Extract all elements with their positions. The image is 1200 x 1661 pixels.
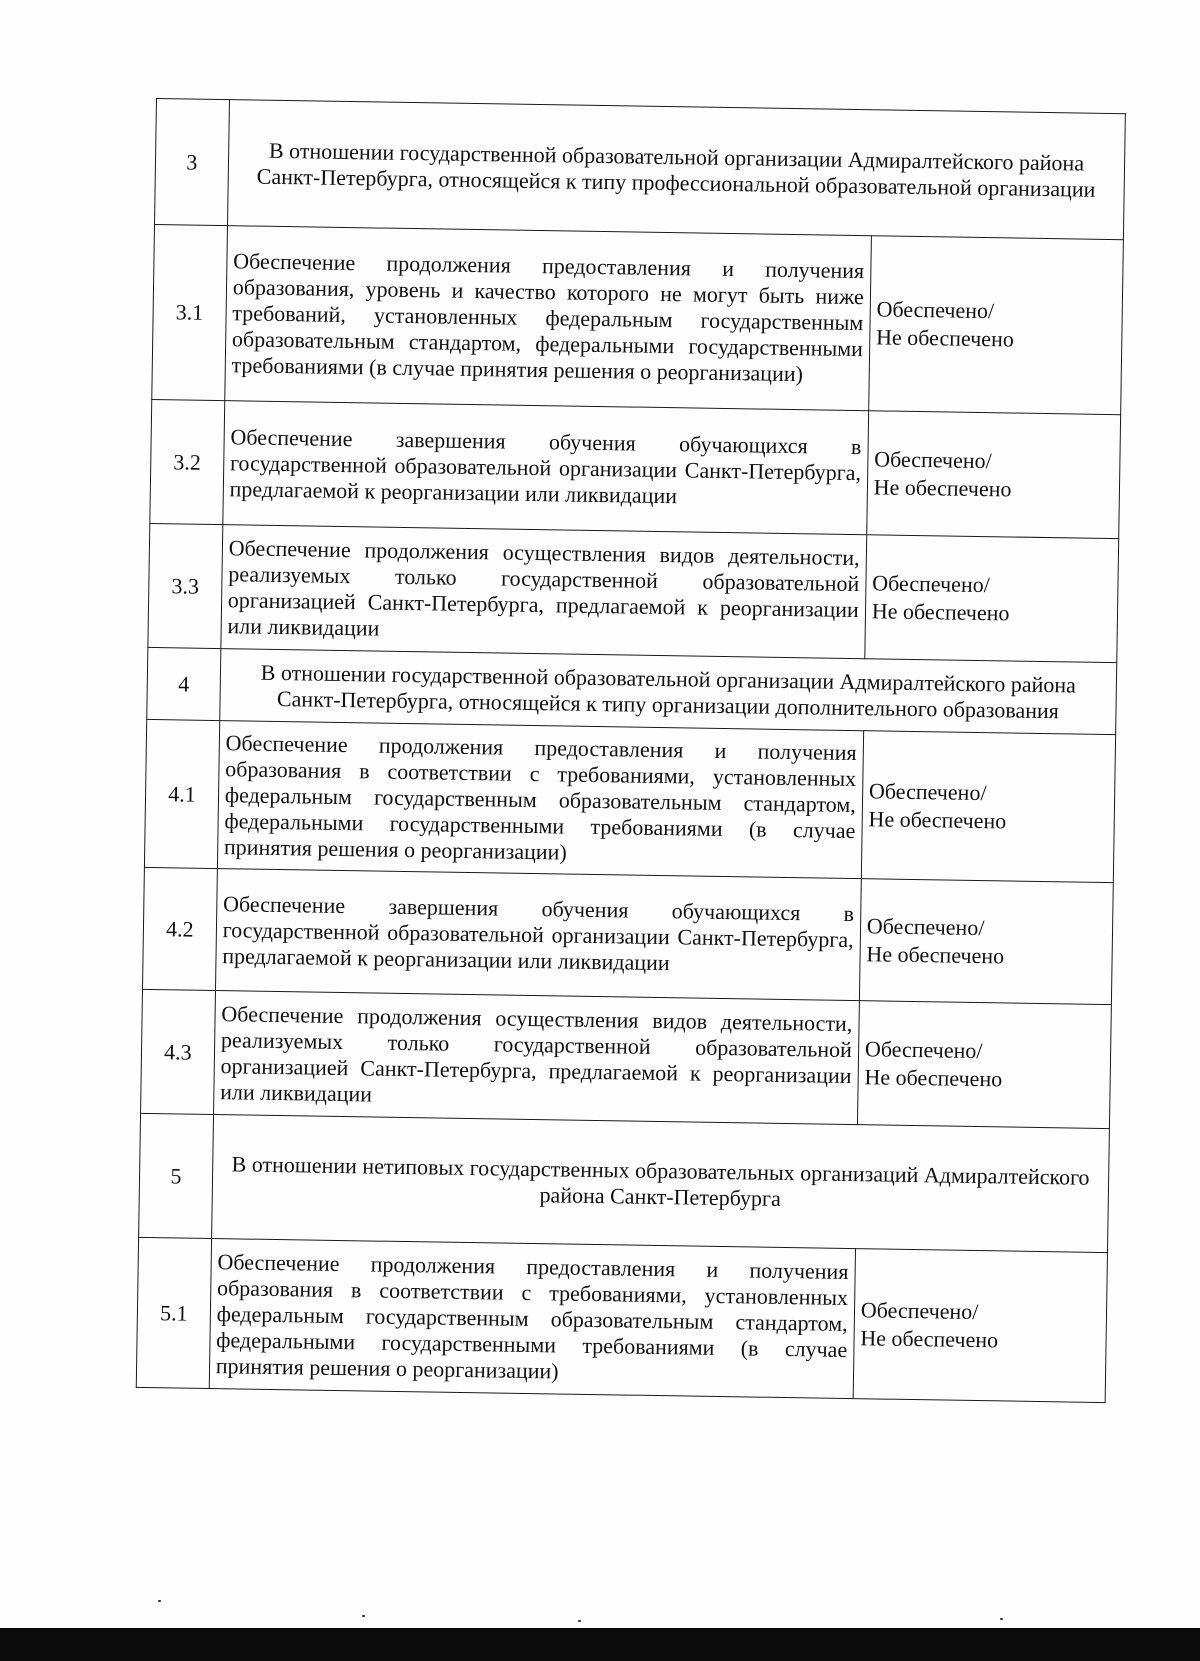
row-number: 3.3 — [148, 523, 223, 648]
status-option-not-provided: Не обеспечено — [875, 324, 1015, 352]
status-option-not-provided: Не обеспечено — [873, 473, 1012, 501]
criteria-table — [136, 98, 1126, 1403]
status-option-provided: Обеспечено/ — [864, 1035, 983, 1063]
row-number: 3.1 — [152, 224, 228, 400]
table-row — [152, 224, 1124, 414]
scan-speck — [578, 1620, 581, 1622]
table-row — [139, 1113, 1110, 1252]
row-status — [867, 411, 1121, 539]
status-option-not-provided: Не обеспечено — [868, 805, 1007, 833]
status-option-not-provided: Не обеспечено — [866, 940, 1005, 968]
row-description: Обеспечение продолжения предоставления и получения образования в соответствии с требованиями, установленных федеральным государственным образовательным стандартом, федеральными государственными требованиями (в случае принятия решения о реорганизации) — [209, 1239, 855, 1399]
status-option-provided: Обеспечено/ — [868, 777, 987, 805]
row-number: 3 — [155, 99, 230, 226]
table-row — [136, 1237, 1107, 1402]
status-option-provided: Обеспечено/ — [874, 445, 992, 473]
row-description: Обеспечение продолжения предоставления и получения образования, уровень и качество которого не могут быть ниже требований, установленных федеральным государственным образовательным стандартом, федеральными государственными требованиями (в случае принятия решения о реорганизации) — [225, 226, 872, 411]
status-option-not-provided: Не обеспечено — [860, 1324, 999, 1352]
table-row — [155, 99, 1126, 240]
scan-speck — [362, 1615, 365, 1617]
row-description: Обеспечение продолжения осуществления видов деятельности, реализуемых только государственной образовательной организацией Санкт-Петербурга, предлагаемой к реорганизации или ликвидации — [221, 525, 867, 659]
row-status — [853, 1249, 1108, 1403]
status-option-provided: Обеспечено/ — [860, 1296, 979, 1324]
row-status — [868, 236, 1123, 415]
row-status — [859, 879, 1113, 1005]
table-row — [144, 719, 1115, 882]
scan-speck — [1000, 1618, 1003, 1620]
status-option-not-provided: Не обеспечено — [864, 1063, 1003, 1091]
row-status — [865, 535, 1119, 663]
row-number: 3.2 — [150, 399, 225, 524]
row-status — [857, 1001, 1111, 1129]
section-heading: В отношении нетиповых государственных образовательных организаций Адмиралтейского района Санкт-Петербурга — [211, 1115, 1109, 1253]
row-number: 4.2 — [142, 867, 217, 990]
section-heading: В отношении государственной образовательной организации Адмиралтейского района Санкт-Петербурга, относящейся к типу организации дополнительного образования — [220, 649, 1117, 735]
row-number: 4.1 — [144, 719, 219, 868]
row-description: Обеспечение завершения обучения обучающихся в государственной образовательной организации Санкт-Петербурга, предлагаемой к реорганизации или ликвидации — [215, 869, 861, 1001]
row-number: 4.3 — [141, 989, 216, 1114]
scan-edge-band — [0, 1628, 1200, 1661]
status-option-not-provided: Не обеспечено — [871, 597, 1010, 625]
table-row — [142, 867, 1113, 1004]
row-status — [861, 731, 1116, 883]
row-description: Обеспечение продолжения осуществления видов деятельности, реализуемых только государственной образовательной организацией Санкт-Петербурга, предлагаемой к реорганизации или ликвидации — [213, 991, 859, 1125]
status-option-provided: Обеспечено/ — [876, 296, 995, 324]
status-option-provided: Обеспечено/ — [872, 569, 991, 597]
scan-speck — [158, 1600, 161, 1602]
row-number: 5.1 — [136, 1237, 211, 1388]
table-row — [148, 523, 1119, 662]
row-number: 5 — [139, 1113, 214, 1238]
status-option-provided: Обеспечено/ — [866, 912, 985, 940]
table-row — [141, 989, 1112, 1128]
row-description: Обеспечение завершения обучения обучающихся в государственной образовательной организации Санкт-Петербурга, предлагаемой к реорганизации или ликвидации — [223, 401, 869, 535]
row-number: 4 — [147, 647, 221, 720]
section-heading: В отношении государственной образовательной организации Адмиралтейского района Санкт-Петербурга, относящейся к типу профессиональной образовательной организации — [227, 100, 1125, 240]
row-description: Обеспечение продолжения предоставления и получения образования в соответствии с требованиями, установленных федеральным государственным образовательным стандартом, федеральными государственными требованиями (в случае принятия решения о реорганизации) — [217, 721, 863, 879]
table-row — [150, 399, 1121, 538]
